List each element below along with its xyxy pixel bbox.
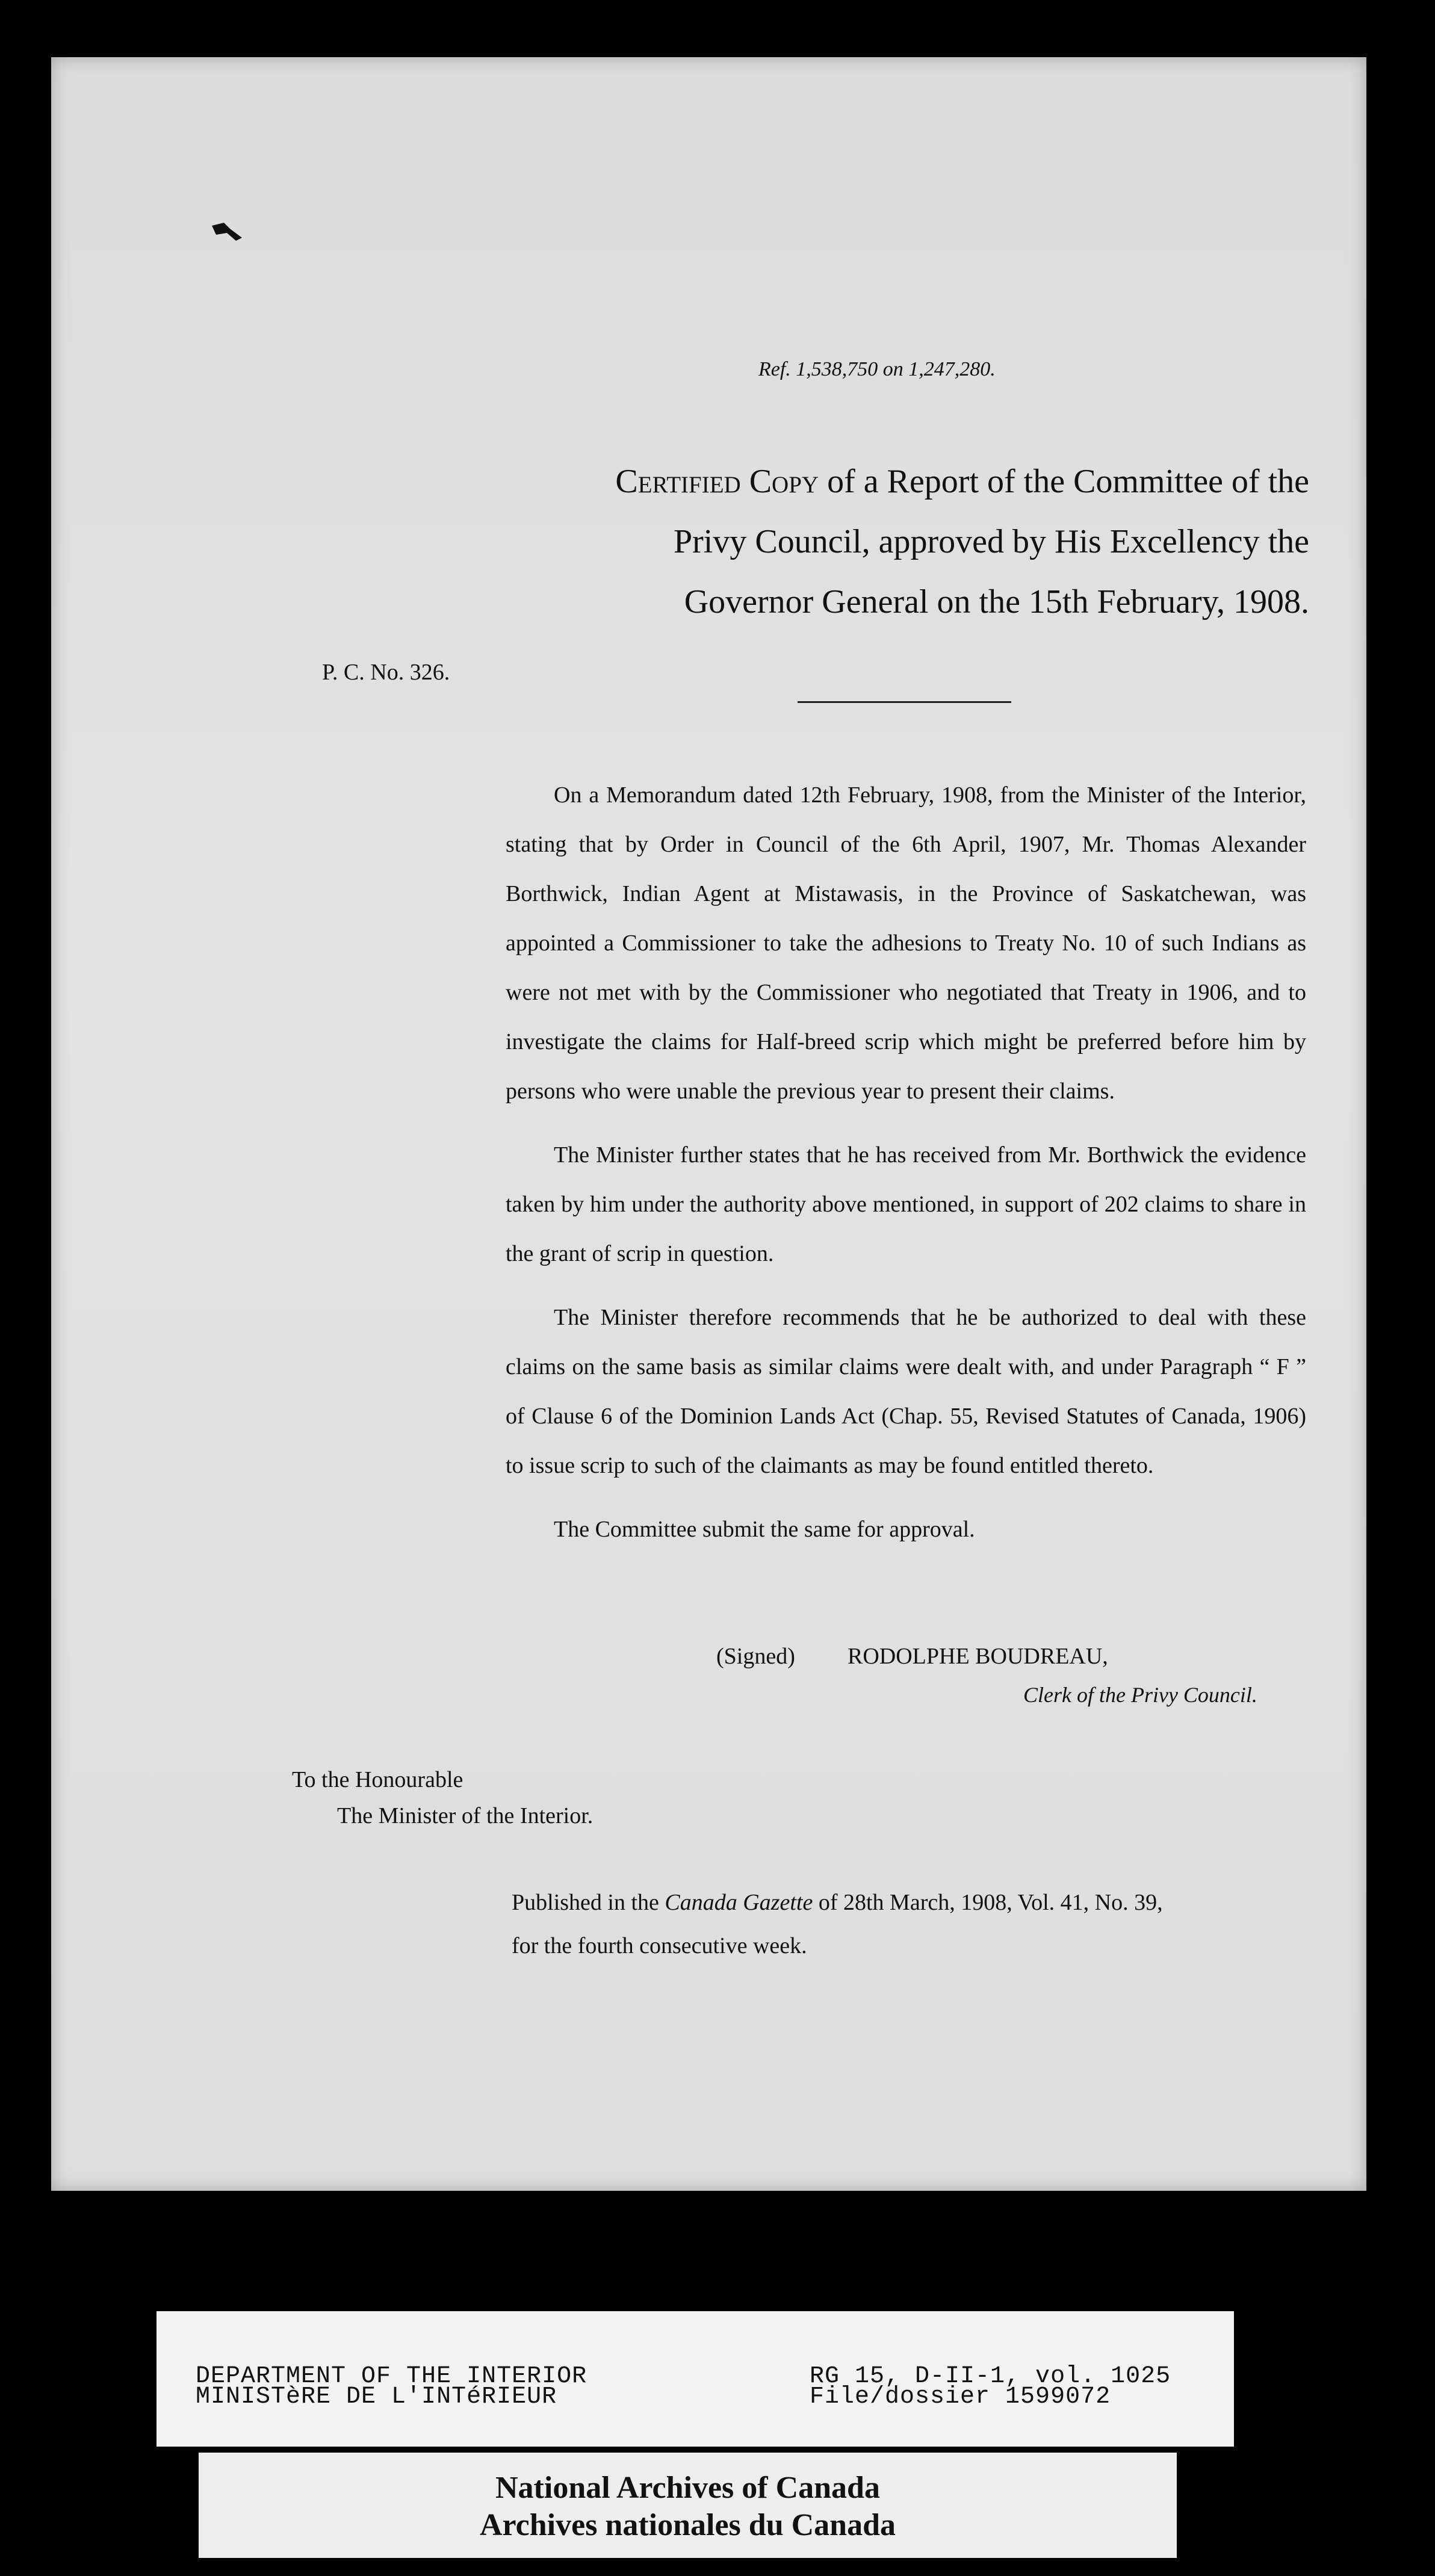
heading-line-2: Privy Council, approved by His Excellency the <box>674 523 1309 560</box>
ink-blot-mark <box>209 220 245 244</box>
document-page <box>51 57 1366 2191</box>
signer-title: Clerk of the Privy Council. <box>1023 1683 1257 1707</box>
department-block <box>196 2363 587 2410</box>
signed-label: (Signed) <box>716 1644 795 1669</box>
department-french: MINISTèRE DE L'INTéRIEUR <box>196 2383 557 2410</box>
paragraph-memorandum: On a Memorandum dated 12th February, 1908, from the Minister of the Interior, stating that by Order in Council of the 6th April, 1907, Mr. Thomas Alexander Borthwick, Indian Agent at Mistawasis, in the Province of Saskatchewan, was appointed a Commissioner to take the adhesions to Treaty No. 10 of such Indians as were not met with by the Commissioner who negotiated that Treaty in 1906, and to investigate the claims for Half-breed scrip which might be preferred before him by persons who were unable the previous year to present their claims. <box>506 782 1306 1104</box>
report-body <box>506 770 1306 1568</box>
archive-reference-label <box>157 2311 1234 2447</box>
archive-name-english: National Archives of Canada <box>495 2471 880 2505</box>
addressee-line-2: The Minister of the Interior. <box>337 1803 594 1828</box>
record-group: RG 15, D-II-1, vol. 1025 <box>810 2363 1171 2390</box>
heading-certified-copy: Certified Copy <box>615 463 819 500</box>
record-group-block <box>810 2363 1171 2410</box>
department-english: DEPARTMENT OF THE INTERIOR <box>196 2363 587 2390</box>
reference-number: Ref. 1,538,750 on 1,247,280. <box>758 358 996 380</box>
pc-number: P. C. No. 326. <box>322 660 450 685</box>
paragraph-approval: The Committee submit the same for approval. <box>554 1517 975 1542</box>
archive-name-french: Archives nationales du Canada <box>479 2508 896 2542</box>
archive-name-label <box>199 2453 1177 2558</box>
file-number: File/dossier 1599072 <box>810 2383 1111 2410</box>
addressee-line-1: To the Honourable <box>292 1767 463 1792</box>
publication-prefix: Published in the <box>512 1890 665 1915</box>
signer-name: RODOLPHE BOUDREAU, <box>848 1644 1108 1669</box>
heading-divider <box>798 701 1011 703</box>
publication-note <box>512 1881 1312 1968</box>
heading-line-1-rest: of a Report of the Committee of the <box>819 463 1309 500</box>
document-heading <box>500 451 1309 632</box>
publication-line-2: for the fourth consecutive week. <box>512 1933 807 1958</box>
paragraph-recommendation: The Minister therefore recommends that he be authorized to deal with these claims on the same basis as similar claims were dealt with, and under Paragraph “ F ” of Clause 6 of the Dominion Lands Act (Chap. 55, Revised Statutes of Canada, 1906) to issue scrip to such of the claimants as may be found entitled thereto. <box>506 1305 1306 1478</box>
heading-line-3: Governor General on the 15th February, 1908. <box>684 583 1309 621</box>
paragraph-evidence: The Minister further states that he has received from Mr. Borthwick the evidence taken by him under the authority above mentioned, in support of 202 claims to share in the grant of scrip in question. <box>506 1142 1306 1266</box>
publication-gazette: Canada Gazette <box>665 1890 813 1915</box>
publication-suffix: of 28th March, 1908, Vol. 41, No. 39, <box>813 1890 1163 1915</box>
heading-line-1 <box>500 451 1309 512</box>
